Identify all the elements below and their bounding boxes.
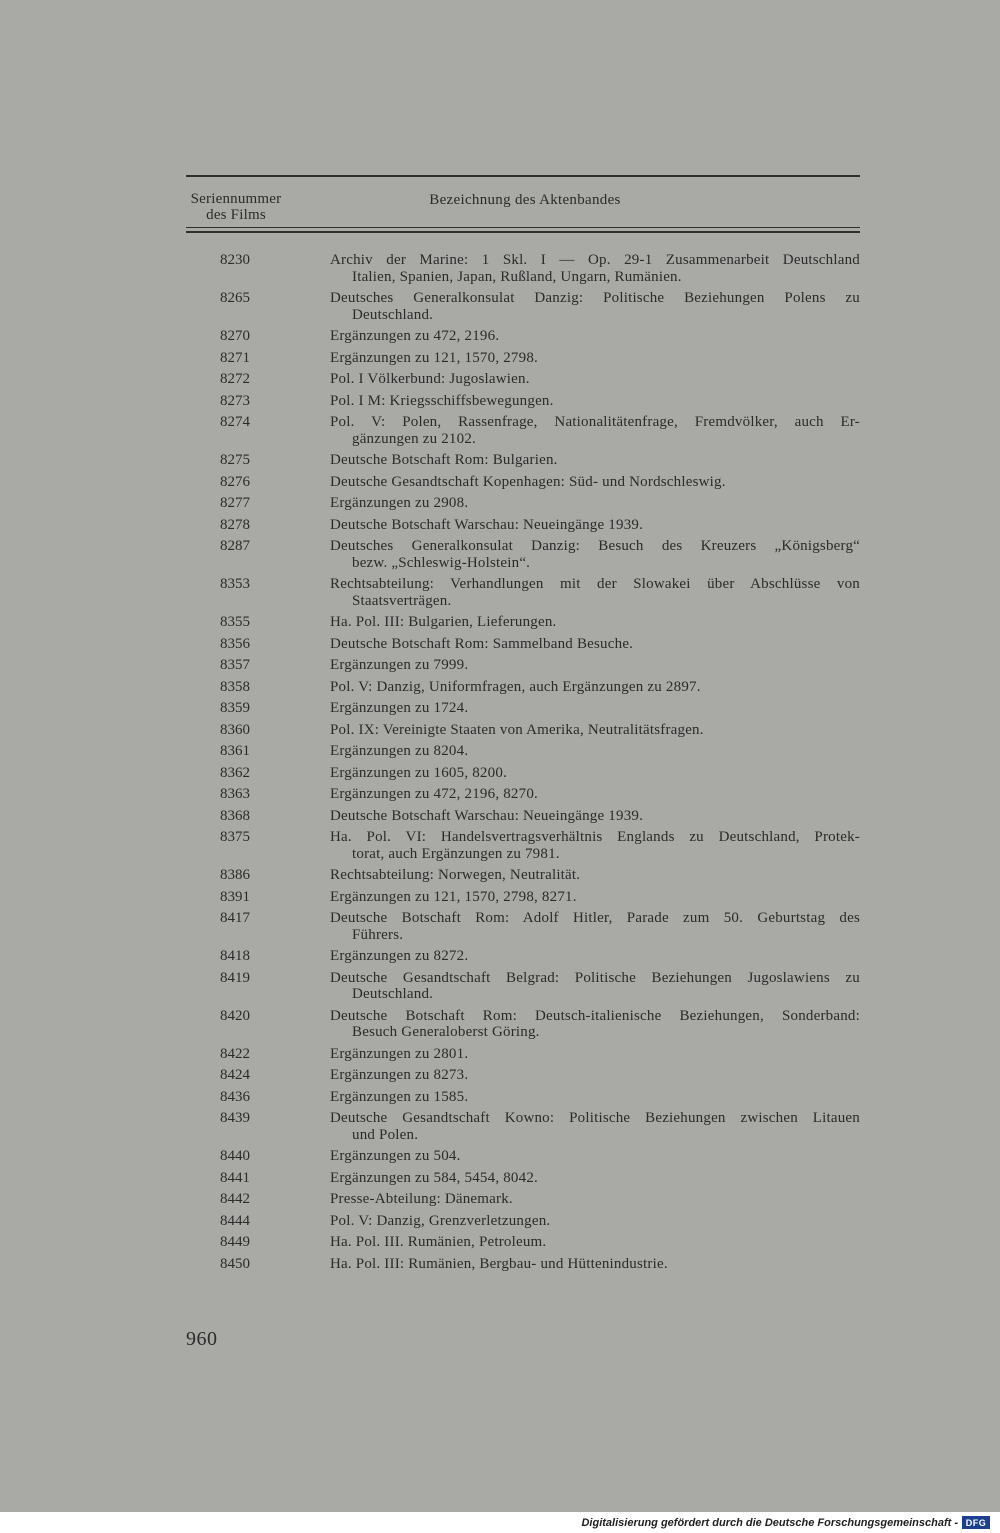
list-item	[186, 674, 860, 696]
list-item	[186, 285, 860, 323]
film-serial-number: 8360	[220, 721, 250, 738]
file-description	[330, 1229, 860, 1251]
file-description	[330, 862, 860, 884]
film-serial-number: 8271	[220, 349, 250, 366]
film-serial-number: 8355	[220, 614, 250, 630]
film-serial-number: 8391	[220, 888, 250, 905]
film-serial-number: 8278	[220, 516, 250, 533]
file-description-line1: Ergänzungen zu 8204.	[330, 743, 469, 759]
list-item	[186, 824, 860, 862]
film-serial-number: 8375	[220, 829, 250, 845]
film-serial-number: 8450	[220, 1255, 250, 1272]
file-description	[330, 323, 860, 345]
film-serial-number: 8356	[220, 635, 250, 652]
file-description	[330, 738, 860, 760]
file-description-line1: Ha. Pol. VI: Handelsvertragsverhältnis Englands zu Deutschland, Protek-	[330, 829, 860, 845]
list-item	[186, 862, 860, 884]
file-description-line1: Pol. IX: Vereinigte Staaten von Amerika, Neutralitätsfragen.	[330, 721, 704, 738]
list-item	[186, 490, 860, 512]
film-serial-number: 8444	[220, 1212, 250, 1229]
list-item	[186, 1229, 860, 1251]
column-header-description: Bezeichnung des Aktenbandes	[429, 192, 621, 208]
list-item	[186, 1084, 860, 1106]
file-description	[330, 781, 860, 803]
file-description	[330, 469, 860, 491]
list-item	[186, 447, 860, 469]
file-description-line1: Deutsche Gesandtschaft Belgrad: Politische Beziehungen Jugoslawiens zu	[330, 969, 860, 986]
file-description	[330, 1251, 860, 1273]
file-description	[330, 631, 860, 653]
list-item	[186, 1003, 860, 1041]
file-description-line2: torat, auch Ergänzungen zu 7981.	[352, 845, 560, 862]
file-description-line2: Deutschland.	[352, 986, 434, 1002]
file-description	[330, 674, 860, 696]
file-description-line1: Ergänzungen zu 472, 2196, 8270.	[330, 786, 538, 802]
list-item	[186, 652, 860, 674]
footer-bar	[0, 1512, 1000, 1533]
film-serial-number: 8368	[220, 807, 250, 824]
list-item	[186, 247, 860, 285]
file-description-line1: Pol. I M: Kriegsschiffsbewegungen.	[330, 392, 554, 409]
film-serial-number: 8440	[220, 1148, 250, 1164]
column-header-serial	[186, 191, 286, 223]
film-serial-number: 8417	[220, 910, 250, 926]
list-item	[186, 1105, 860, 1143]
list-item	[186, 631, 860, 653]
film-serial-number: 8449	[220, 1234, 250, 1250]
file-description	[330, 695, 860, 717]
list-item	[186, 760, 860, 782]
film-serial-number: 8230	[220, 252, 250, 268]
film-serial-number: 8422	[220, 1045, 250, 1062]
file-description-line1: Ergänzungen zu 2801.	[330, 1045, 469, 1062]
film-serial-number: 8357	[220, 657, 250, 673]
list-item	[186, 884, 860, 906]
file-description-line2: Deutschland.	[352, 306, 434, 323]
film-serial-number: 8277	[220, 495, 250, 511]
film-serial-number: 8439	[220, 1110, 250, 1126]
film-serial-number: 8265	[220, 290, 250, 306]
file-description-line1: Deutsche Botschaft Rom: Bulgarien.	[330, 452, 558, 468]
file-description-line1: Ergänzungen zu 8272.	[330, 948, 469, 964]
list-item	[186, 1143, 860, 1165]
file-description-line1: Rechtsabteilung: Verhandlungen mit der Slowakei über Abschlüsse von	[330, 576, 860, 592]
footer-text: Digitalisierung gefördert durch die Deutsche Forschungsgemeinschaft -	[581, 1516, 958, 1529]
file-description-line1: Pol. V: Danzig, Grenzverletzungen.	[330, 1212, 551, 1229]
file-description	[330, 285, 860, 323]
page-number: 960	[186, 1328, 218, 1350]
film-serial-number: 8419	[220, 969, 250, 986]
file-description	[330, 1186, 860, 1208]
file-description-line1: Ergänzungen zu 472, 2196.	[330, 328, 500, 344]
file-description-line2: gänzungen zu 2102.	[352, 430, 476, 447]
list-item	[186, 571, 860, 609]
film-serial-number: 8273	[220, 392, 250, 409]
list-item	[186, 409, 860, 447]
file-description	[330, 388, 860, 410]
file-description	[330, 760, 860, 782]
list-item	[186, 1251, 860, 1273]
file-description-line1: Ergänzungen zu 121, 1570, 2798, 8271.	[330, 888, 577, 905]
list-item	[186, 1165, 860, 1187]
file-description-line1: Deutsche Botschaft Warschau: Neueingänge 1939.	[330, 807, 644, 824]
top-rule	[186, 175, 860, 177]
list-item	[186, 533, 860, 571]
file-description-line1: Ergänzungen zu 121, 1570, 2798.	[330, 349, 538, 366]
file-description	[330, 652, 860, 674]
file-description-line1: Ergänzungen zu 1724.	[330, 700, 469, 716]
file-description-line1: Deutsches Generalkonsulat Danzig: Besuch des Kreuzers „Königsberg“	[330, 538, 860, 554]
file-description-line1: Deutsche Gesandtschaft Kowno: Politische Beziehungen zwischen Litauen	[330, 1110, 860, 1126]
list-item	[186, 512, 860, 534]
film-serial-number: 8287	[220, 538, 250, 554]
file-description	[330, 905, 860, 943]
dfg-logo-icon[interactable]: DFG	[962, 1516, 990, 1529]
file-description-line1: Deutsche Botschaft Rom: Sammelband Besuche.	[330, 635, 634, 652]
file-description-line1: Ergänzungen zu 7999.	[330, 657, 469, 673]
list-item	[186, 388, 860, 410]
file-description	[330, 1041, 860, 1063]
file-description	[330, 1084, 860, 1106]
file-description	[330, 571, 860, 609]
column-header-serial-line1: Seriennummer	[190, 191, 282, 207]
film-serial-number: 8363	[220, 786, 250, 802]
column-header-serial-line2: des Films	[206, 207, 266, 223]
film-serial-number: 8270	[220, 328, 250, 344]
file-description	[330, 609, 860, 631]
file-description	[330, 965, 860, 1003]
file-description-line1: Ergänzungen zu 2908.	[330, 495, 469, 511]
file-description-line1: Ergänzungen zu 1605, 8200.	[330, 764, 507, 781]
file-description-line1: Ergänzungen zu 8273.	[330, 1067, 469, 1083]
list-item	[186, 943, 860, 965]
film-serial-number: 8386	[220, 867, 250, 883]
list-item	[186, 1041, 860, 1063]
film-serial-number: 8362	[220, 764, 250, 781]
file-description	[330, 366, 860, 388]
file-description-line1: Pol. V: Polen, Rassenfrage, Nationalitätenfrage, Fremdvölker, auch Er-	[330, 414, 860, 430]
file-description	[330, 717, 860, 739]
file-description	[330, 884, 860, 906]
file-description	[330, 512, 860, 534]
file-description	[330, 1003, 860, 1041]
list-item	[186, 1186, 860, 1208]
file-description-line1: Ergänzungen zu 1585.	[330, 1088, 469, 1105]
file-description	[330, 824, 860, 862]
film-serial-number: 8436	[220, 1088, 250, 1105]
film-serial-number: 8441	[220, 1169, 250, 1186]
list-item	[186, 803, 860, 825]
file-description	[330, 345, 860, 367]
film-serial-number: 8424	[220, 1067, 250, 1083]
list-item	[186, 905, 860, 943]
list-item	[186, 695, 860, 717]
list-item	[186, 469, 860, 491]
file-description-line1: Deutsche Botschaft Warschau: Neueingänge 1939.	[330, 516, 644, 533]
file-description-line1: Ergänzungen zu 504.	[330, 1148, 461, 1164]
film-serial-number: 8418	[220, 948, 250, 964]
list-item	[186, 609, 860, 631]
film-serial-number: 8442	[220, 1191, 250, 1207]
header-rule-thick	[186, 231, 860, 233]
file-description-line1: Pol. V: Danzig, Uniformfragen, auch Ergänzungen zu 2897.	[330, 678, 701, 695]
file-description-line1: Ha. Pol. III: Bulgarien, Lieferungen.	[330, 614, 557, 630]
list-item	[186, 345, 860, 367]
entries-list	[186, 247, 860, 1272]
file-description-line1: Ergänzungen zu 584, 5454, 8042.	[330, 1169, 538, 1186]
file-description-line2: Führers.	[352, 926, 404, 943]
file-description	[330, 409, 860, 447]
file-description-line2: Italien, Spanien, Japan, Rußland, Ungarn, Rumänien.	[352, 268, 682, 285]
file-description-line1: Deutsches Generalkonsulat Danzig: Politische Beziehungen Polens zu	[330, 290, 860, 306]
file-description	[330, 1208, 860, 1230]
file-description	[330, 490, 860, 512]
film-serial-number: 8272	[220, 371, 250, 387]
list-item	[186, 1062, 860, 1084]
file-description-line1: Deutsche Botschaft Rom: Adolf Hitler, Parade zum 50. Geburtstag des	[330, 910, 860, 926]
file-description-line1: Ha. Pol. III: Rumänien, Bergbau- und Hüttenindustrie.	[330, 1255, 668, 1272]
film-serial-number: 8274	[220, 414, 250, 430]
file-description	[330, 533, 860, 571]
file-description-line2: und Polen.	[352, 1126, 419, 1143]
film-serial-number: 8358	[220, 678, 250, 695]
file-description	[330, 1105, 860, 1143]
header-rule-thin	[186, 227, 860, 228]
list-item	[186, 738, 860, 760]
list-item	[186, 1208, 860, 1230]
file-description-line1: Presse-Abteilung: Dänemark.	[330, 1191, 513, 1207]
file-description	[330, 803, 860, 825]
file-description-line1: Deutsche Gesandtschaft Kopenhagen: Süd- und Nordschleswig.	[330, 473, 726, 490]
list-item	[186, 717, 860, 739]
film-serial-number: 8359	[220, 700, 250, 716]
file-description	[330, 943, 860, 965]
file-description	[330, 447, 860, 469]
film-serial-number: 8361	[220, 743, 250, 759]
file-description-line1: Ha. Pol. III. Rumänien, Petroleum.	[330, 1234, 547, 1250]
file-description-line1: Pol. I Völkerbund: Jugoslawien.	[330, 371, 530, 387]
list-item	[186, 781, 860, 803]
file-description-line2: Besuch Generaloberst Göring.	[352, 1024, 540, 1040]
file-description-line1: Rechtsabteilung: Norwegen, Neutralität.	[330, 867, 581, 883]
film-serial-number: 8420	[220, 1007, 250, 1024]
list-item	[186, 965, 860, 1003]
file-description	[330, 1143, 860, 1165]
file-description	[330, 247, 860, 285]
file-description	[330, 1062, 860, 1084]
file-description-line2: bezw. „Schleswig-Holstein“.	[352, 554, 531, 571]
film-serial-number: 8353	[220, 576, 250, 592]
file-description-line1: Deutsche Botschaft Rom: Deutsch-italienische Beziehungen, Sonderband:	[330, 1007, 860, 1024]
file-description-line2: Staatsverträgen.	[352, 592, 452, 609]
film-serial-number: 8275	[220, 452, 250, 468]
list-item	[186, 366, 860, 388]
film-serial-number: 8276	[220, 473, 250, 490]
file-description-line1: Archiv der Marine: 1 Skl. I — Op. 29-1 Zusammenarbeit Deutschland	[330, 252, 860, 268]
list-item	[186, 323, 860, 345]
file-description	[330, 1165, 860, 1187]
